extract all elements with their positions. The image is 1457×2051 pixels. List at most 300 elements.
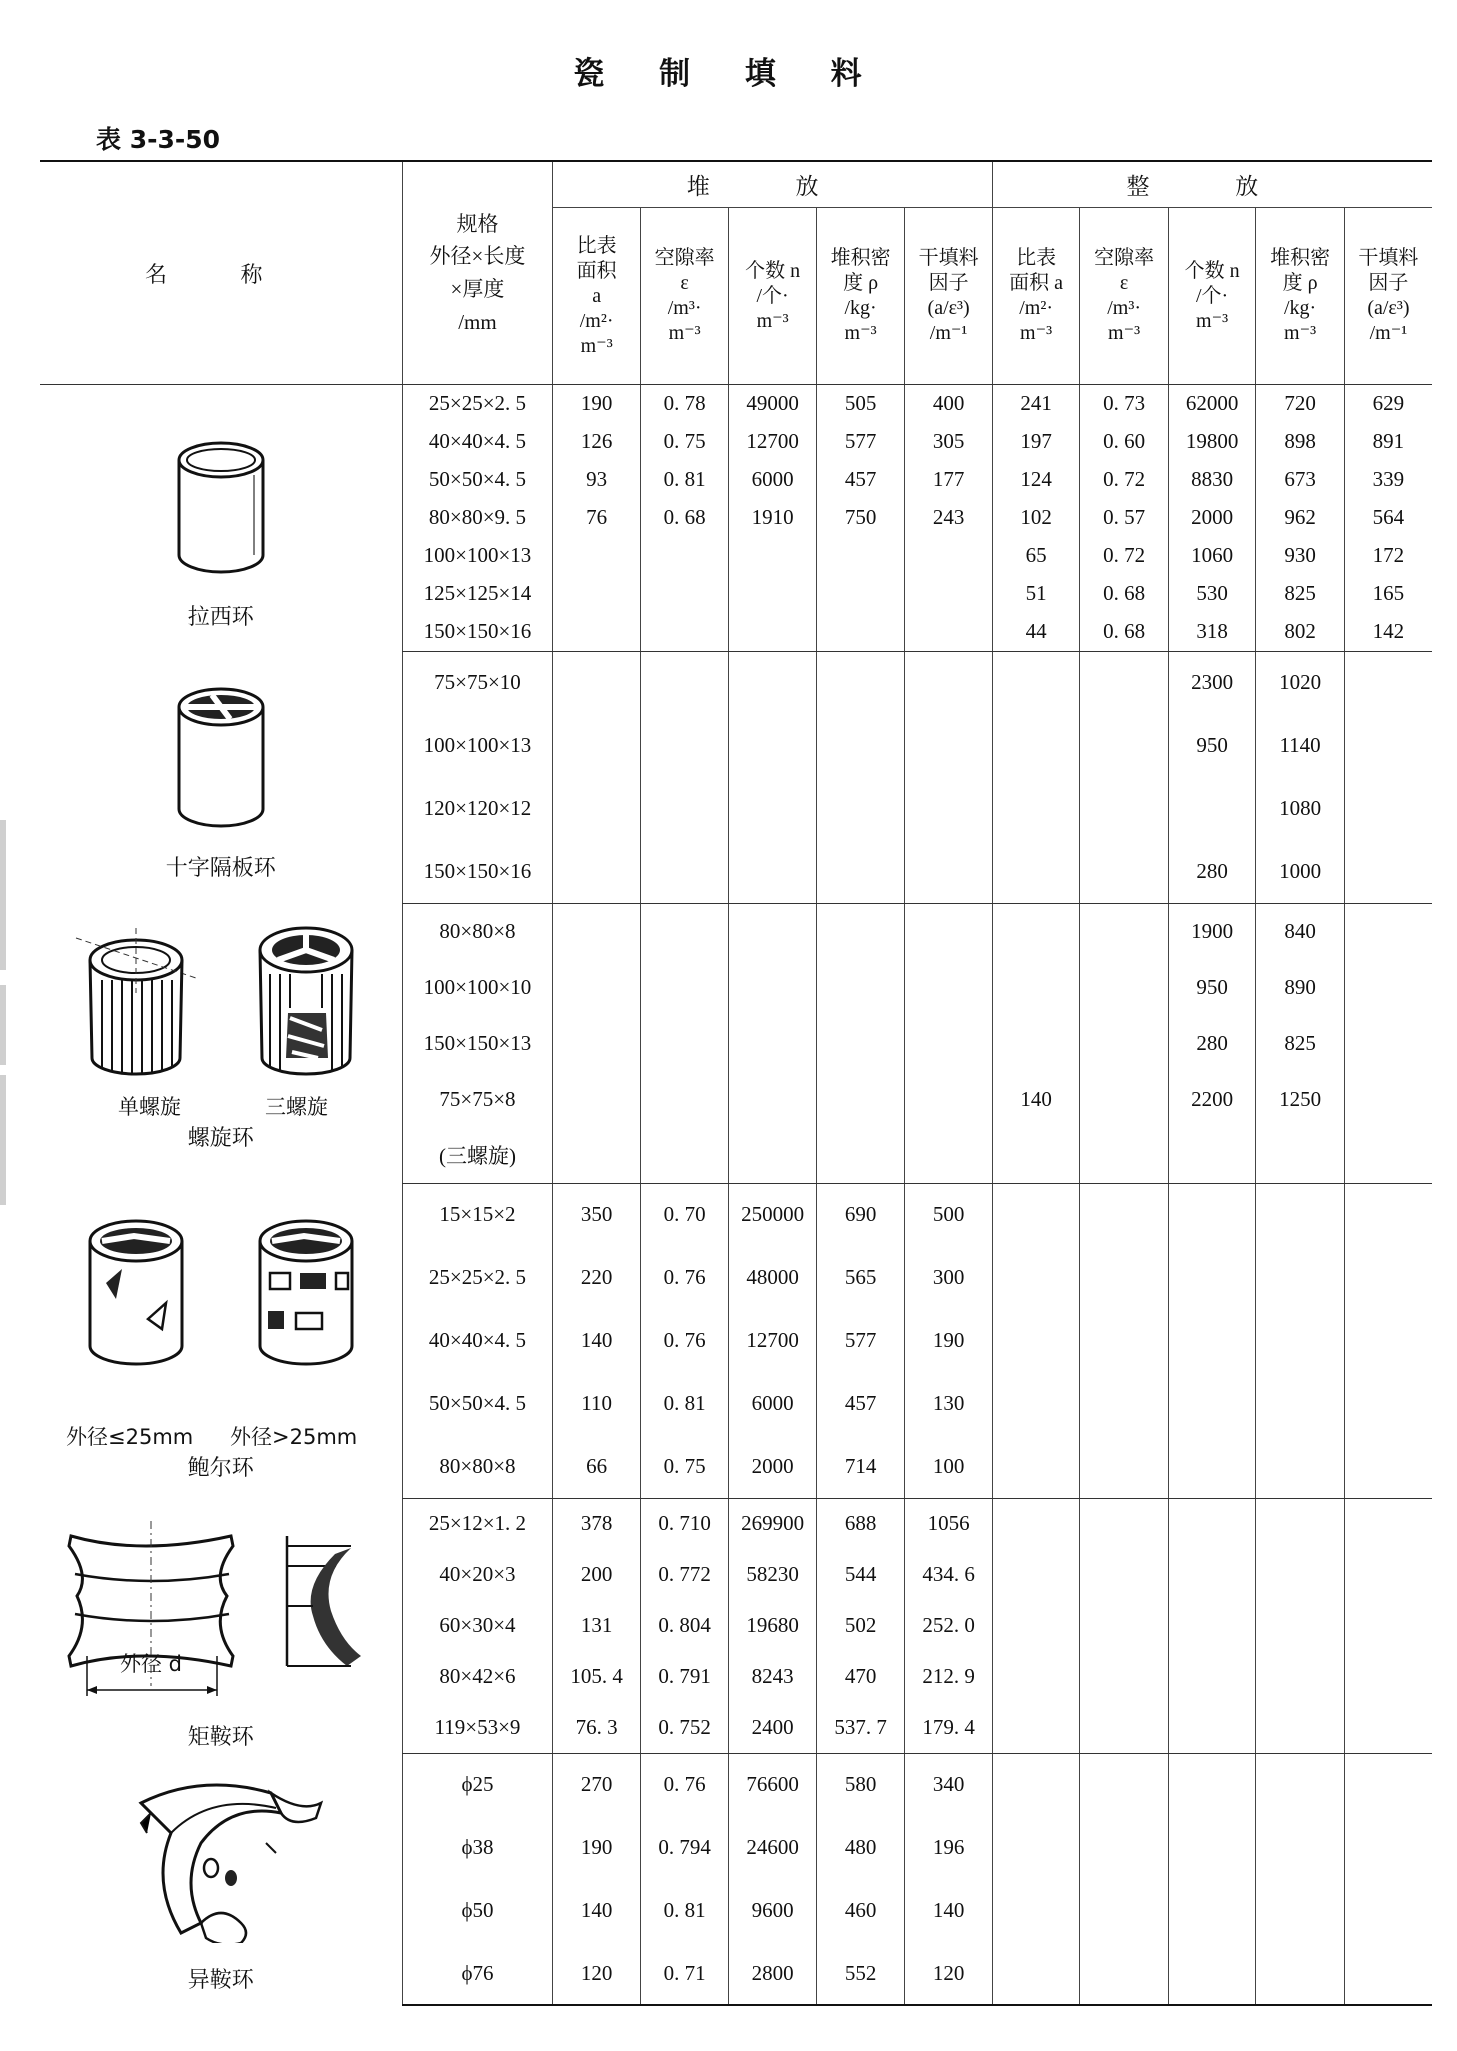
stacked-value-cell bbox=[816, 613, 905, 651]
stacked-value-cell: 750 bbox=[816, 499, 905, 537]
packing-variant-label: 三螺旋 bbox=[265, 1095, 328, 1119]
stacked-value-cell bbox=[816, 651, 905, 714]
ordered-value-cell: 0. 57 bbox=[1080, 499, 1169, 537]
page-title: 瓷 制 填 料 bbox=[573, 56, 884, 92]
packing-name-cell bbox=[40, 1183, 402, 1498]
packing-name: 鲍尔环 bbox=[187, 1456, 254, 1481]
ordered-value-cell bbox=[992, 1498, 1079, 1549]
ordered-value-cell: 673 bbox=[1256, 461, 1345, 499]
stacked-value-cell bbox=[905, 959, 993, 1015]
spec-cell: 100×100×13 bbox=[402, 714, 553, 777]
stacked-value-cell bbox=[640, 537, 729, 575]
spec-cell: 80×80×8 bbox=[402, 903, 553, 959]
ordered-value-cell: 65 bbox=[992, 537, 1079, 575]
ordered-value-cell bbox=[992, 1702, 1079, 1753]
spec-cell: 40×40×4. 5 bbox=[402, 423, 553, 461]
stacked-value-cell bbox=[816, 777, 905, 840]
ordered-value-cell: 197 bbox=[992, 423, 1079, 461]
stacked-value-cell: 0. 804 bbox=[640, 1600, 729, 1651]
stacked-value-cell bbox=[905, 613, 993, 651]
stacked-value-cell: 1910 bbox=[729, 499, 816, 537]
ordered-value-cell bbox=[1344, 1549, 1432, 1600]
ordered-value-cell: 890 bbox=[1256, 959, 1345, 1015]
ordered-value-cell: 802 bbox=[1256, 613, 1345, 651]
spec-cell: 25×12×1. 2 bbox=[402, 1498, 553, 1549]
stacked-value-cell: 190 bbox=[553, 1816, 640, 1879]
stacked-value-cell: 190 bbox=[553, 385, 640, 423]
ordered-value-cell: 825 bbox=[1256, 1015, 1345, 1071]
stacked-value-cell: 76 bbox=[553, 499, 640, 537]
ordered-value-cell: 0. 72 bbox=[1080, 537, 1169, 575]
ordered-value-cell bbox=[992, 1183, 1079, 1246]
stacked-value-cell: 0. 710 bbox=[640, 1498, 729, 1549]
stacked-value-cell: 537. 7 bbox=[816, 1702, 905, 1753]
ordered-value-cell bbox=[992, 1309, 1079, 1372]
stacked-value-cell: 120 bbox=[553, 1942, 640, 2005]
stacked-value-cell bbox=[640, 903, 729, 959]
stacked-value-cell: 212. 9 bbox=[905, 1651, 993, 1702]
ordered-value-cell bbox=[992, 1015, 1079, 1071]
stacked-value-cell: 0. 81 bbox=[640, 1372, 729, 1435]
stacked-value-cell: 0. 78 bbox=[640, 385, 729, 423]
ordered-value-cell bbox=[1344, 840, 1432, 903]
stacked-value-cell: 126 bbox=[553, 423, 640, 461]
ordered-value-cell bbox=[1080, 777, 1169, 840]
stacked-value-cell bbox=[553, 613, 640, 651]
spec-header: 规格 外径×长度 ×厚度 /mm bbox=[402, 161, 553, 385]
ordered-0-col-header: 比表 面积 a /m²· m⁻³ bbox=[992, 208, 1079, 385]
packing-illustration bbox=[40, 1211, 402, 1381]
packing-variant-label: 外径>25mm bbox=[230, 1425, 358, 1449]
stacked-value-cell bbox=[729, 1015, 816, 1071]
stacked-value-cell bbox=[729, 959, 816, 1015]
ordered-value-cell bbox=[1080, 1651, 1169, 1702]
ordered-value-cell: 1900 bbox=[1168, 903, 1255, 959]
ordered-value-cell bbox=[1080, 959, 1169, 1015]
stacked-value-cell: 0. 68 bbox=[640, 499, 729, 537]
spec-cell: 75×75×8 bbox=[402, 1071, 553, 1127]
stacked-value-cell bbox=[905, 537, 993, 575]
ordered-value-cell bbox=[1168, 1879, 1255, 1942]
ordered-value-cell bbox=[1256, 1816, 1345, 1879]
ordered-value-cell: 629 bbox=[1344, 385, 1432, 423]
stacked-value-cell: 2000 bbox=[729, 1435, 816, 1498]
stacked-value-cell: 250000 bbox=[729, 1183, 816, 1246]
stacked-value-cell: 305 bbox=[905, 423, 993, 461]
stacked-value-cell: 0. 76 bbox=[640, 1246, 729, 1309]
ordered-4-col-header: 干填料 因子 (a/ε³) /m⁻¹ bbox=[1344, 208, 1432, 385]
ordered-value-cell: 1000 bbox=[1256, 840, 1345, 903]
ordered-value-cell: 44 bbox=[992, 613, 1079, 651]
stacked-value-cell bbox=[553, 959, 640, 1015]
ordered-value-cell bbox=[992, 777, 1079, 840]
stacked-value-cell: 1056 bbox=[905, 1498, 993, 1549]
ordered-value-cell: 530 bbox=[1168, 575, 1255, 613]
stacked-value-cell: 0. 70 bbox=[640, 1183, 729, 1246]
ordered-value-cell bbox=[1080, 651, 1169, 714]
ordered-value-cell bbox=[1080, 1015, 1169, 1071]
ordered-value-cell bbox=[1256, 1309, 1345, 1372]
ordered-value-cell bbox=[1080, 1816, 1169, 1879]
stacked-value-cell bbox=[816, 1015, 905, 1071]
stacked-value-cell bbox=[553, 1071, 640, 1127]
ordered-value-cell bbox=[992, 1127, 1079, 1183]
stacked-value-cell bbox=[905, 1127, 993, 1183]
ordered-value-cell bbox=[1344, 714, 1432, 777]
stacked-value-cell: 0. 76 bbox=[640, 1753, 729, 1816]
ordered-value-cell: 950 bbox=[1168, 959, 1255, 1015]
stacked-value-cell: 0. 75 bbox=[640, 423, 729, 461]
stacked-value-cell bbox=[640, 959, 729, 1015]
stacked-value-cell: 457 bbox=[816, 461, 905, 499]
ordered-value-cell: 1140 bbox=[1256, 714, 1345, 777]
stacked-value-cell bbox=[816, 714, 905, 777]
stacked-value-cell bbox=[729, 714, 816, 777]
ordered-value-cell bbox=[1080, 1549, 1169, 1600]
stacked-value-cell: 6000 bbox=[729, 461, 816, 499]
ordered-value-cell bbox=[992, 903, 1079, 959]
ordered-value-cell bbox=[1168, 1498, 1255, 1549]
stacked-value-cell: 76. 3 bbox=[553, 1702, 640, 1753]
ordered-value-cell: 124 bbox=[992, 461, 1079, 499]
stacked-value-cell bbox=[905, 575, 993, 613]
ordered-value-cell bbox=[1344, 1435, 1432, 1498]
stacked-value-cell bbox=[905, 777, 993, 840]
stacked-value-cell: 58230 bbox=[729, 1549, 816, 1600]
ordered-value-cell bbox=[992, 1879, 1079, 1942]
stacked-value-cell: 577 bbox=[816, 1309, 905, 1372]
ordered-value-cell bbox=[1080, 714, 1169, 777]
stacked-value-cell: 24600 bbox=[729, 1816, 816, 1879]
packing-name: 螺旋环 bbox=[187, 1126, 254, 1151]
stacked-value-cell: 196 bbox=[905, 1816, 993, 1879]
stacked-value-cell: 580 bbox=[816, 1753, 905, 1816]
ordered-value-cell bbox=[1080, 1600, 1169, 1651]
ordered-value-cell bbox=[1256, 1246, 1345, 1309]
stacked-value-cell: 190 bbox=[905, 1309, 993, 1372]
ordered-value-cell: 140 bbox=[992, 1071, 1079, 1127]
dimension-label: 外径 d bbox=[120, 1652, 183, 1676]
ordered-value-cell: 0. 73 bbox=[1080, 385, 1169, 423]
stacked-value-cell: 544 bbox=[816, 1549, 905, 1600]
stacked-value-cell bbox=[729, 575, 816, 613]
ordered-value-cell bbox=[1080, 840, 1169, 903]
stacked-value-cell bbox=[640, 1071, 729, 1127]
ordered-value-cell: 564 bbox=[1344, 499, 1432, 537]
ordered-value-cell bbox=[1344, 1015, 1432, 1071]
stacked-value-cell: 8243 bbox=[729, 1651, 816, 1702]
stacked-value-cell: 140 bbox=[553, 1879, 640, 1942]
stacked-value-cell: 502 bbox=[816, 1600, 905, 1651]
ordered-value-cell bbox=[1080, 903, 1169, 959]
spec-cell: ϕ76 bbox=[402, 1942, 553, 2005]
stacked-value-cell: 12700 bbox=[729, 423, 816, 461]
packing-illustration bbox=[40, 918, 402, 1088]
ordered-value-cell bbox=[1080, 1879, 1169, 1942]
packing-variant-label: 单螺旋 bbox=[118, 1095, 181, 1119]
ordered-value-cell: 2000 bbox=[1168, 499, 1255, 537]
stacked-value-cell bbox=[905, 1015, 993, 1071]
ordered-value-cell bbox=[1344, 1702, 1432, 1753]
ordered-value-cell: 930 bbox=[1256, 537, 1345, 575]
stacked-value-cell bbox=[729, 777, 816, 840]
stacked-value-cell: 0. 76 bbox=[640, 1309, 729, 1372]
stacked-value-cell bbox=[729, 840, 816, 903]
packing-name: 拉西环 bbox=[187, 605, 254, 630]
ordered-value-cell bbox=[1344, 1942, 1432, 2005]
spec-cell: 150×150×16 bbox=[402, 840, 553, 903]
ordered-value-cell bbox=[1256, 1183, 1345, 1246]
table-row bbox=[40, 385, 1432, 423]
stacked-value-cell bbox=[640, 1015, 729, 1071]
stacked-value-cell bbox=[816, 1127, 905, 1183]
stacked-value-cell: 2400 bbox=[729, 1702, 816, 1753]
ordered-value-cell bbox=[1344, 1071, 1432, 1127]
table-row bbox=[40, 651, 1432, 714]
stacked-value-cell: 505 bbox=[816, 385, 905, 423]
stacked-value-cell bbox=[640, 651, 729, 714]
stacked-value-cell bbox=[816, 537, 905, 575]
spec-cell: 80×80×9. 5 bbox=[402, 499, 553, 537]
stacked-value-cell: 6000 bbox=[729, 1372, 816, 1435]
stacked-value-cell: 0. 75 bbox=[640, 1435, 729, 1498]
packing-illustration bbox=[40, 679, 402, 839]
ordered-value-cell bbox=[1168, 1183, 1255, 1246]
ordered-value-cell bbox=[992, 840, 1079, 903]
stacked-value-cell: 270 bbox=[553, 1753, 640, 1816]
ordered-value-cell bbox=[1344, 1651, 1432, 1702]
table-row bbox=[40, 1183, 1432, 1246]
ordered-value-cell bbox=[1344, 1498, 1432, 1549]
ordered-value-cell bbox=[992, 1816, 1079, 1879]
stacked-value-cell: 220 bbox=[553, 1246, 640, 1309]
ordered-value-cell bbox=[992, 1753, 1079, 1816]
ordered-value-cell bbox=[1080, 1942, 1169, 2005]
stacked-value-cell: 0. 772 bbox=[640, 1549, 729, 1600]
stacked-value-cell: 688 bbox=[816, 1498, 905, 1549]
stacked-value-cell: 2800 bbox=[729, 1942, 816, 2005]
ordered-value-cell: 825 bbox=[1256, 575, 1345, 613]
packing-name: 异鞍环 bbox=[187, 1968, 254, 1993]
stacked-value-cell: 460 bbox=[816, 1879, 905, 1942]
stacked-value-cell bbox=[729, 1071, 816, 1127]
name-header: 名 称 bbox=[40, 161, 402, 385]
ordered-value-cell: 962 bbox=[1256, 499, 1345, 537]
ordered-value-cell bbox=[1256, 1753, 1345, 1816]
ordered-value-cell bbox=[1168, 1549, 1255, 1600]
ordered-value-cell bbox=[1168, 1702, 1255, 1753]
ordered-value-cell bbox=[992, 1435, 1079, 1498]
ordered-value-cell: 2300 bbox=[1168, 651, 1255, 714]
ordered-value-cell bbox=[1344, 959, 1432, 1015]
ordered-3-col-header: 堆积密 度 ρ /kg· m⁻³ bbox=[1256, 208, 1345, 385]
stacked-value-cell: 378 bbox=[553, 1498, 640, 1549]
ordered-value-cell: 0. 72 bbox=[1080, 461, 1169, 499]
spec-cell: 150×150×13 bbox=[402, 1015, 553, 1071]
ordered-value-cell: 898 bbox=[1256, 423, 1345, 461]
ordered-value-cell bbox=[1256, 1600, 1345, 1651]
stacked-value-cell: 434. 6 bbox=[905, 1549, 993, 1600]
table-row bbox=[40, 1753, 1432, 1816]
ordered-value-cell: 0. 68 bbox=[1080, 613, 1169, 651]
ordered-value-cell bbox=[1080, 1246, 1169, 1309]
ordered-value-cell bbox=[1344, 1127, 1432, 1183]
ordered-value-cell bbox=[1344, 1372, 1432, 1435]
spec-cell: ϕ25 bbox=[402, 1753, 553, 1816]
spec-cell: 40×20×3 bbox=[402, 1549, 553, 1600]
stacked-value-cell bbox=[816, 575, 905, 613]
stacked-value-cell: 120 bbox=[905, 1942, 993, 2005]
stacked-value-cell bbox=[553, 1127, 640, 1183]
stacked-value-cell bbox=[905, 651, 993, 714]
ordered-value-cell bbox=[1256, 1651, 1345, 1702]
ordered-value-cell bbox=[1168, 1127, 1255, 1183]
ordered-value-cell bbox=[1256, 1498, 1345, 1549]
ordered-value-cell bbox=[1256, 1702, 1345, 1753]
ordered-value-cell bbox=[1344, 1753, 1432, 1816]
ordered-value-cell bbox=[992, 1942, 1079, 2005]
stacked-value-cell: 0. 81 bbox=[640, 1879, 729, 1942]
stacked-2-col-header: 个数 n /个· m⁻³ bbox=[729, 208, 816, 385]
spec-cell: 60×30×4 bbox=[402, 1600, 553, 1651]
ordered-value-cell bbox=[992, 1372, 1079, 1435]
ordered-value-cell bbox=[1256, 1942, 1345, 2005]
binder-mark bbox=[0, 985, 6, 1065]
ordered-value-cell bbox=[992, 959, 1079, 1015]
ordered-value-cell: 280 bbox=[1168, 840, 1255, 903]
stacked-value-cell: 0. 794 bbox=[640, 1816, 729, 1879]
ordered-value-cell bbox=[1344, 1816, 1432, 1879]
ordered-value-cell bbox=[992, 1246, 1079, 1309]
stacked-value-cell bbox=[905, 840, 993, 903]
stacked-value-cell: 480 bbox=[816, 1816, 905, 1879]
spec-cell: 100×100×10 bbox=[402, 959, 553, 1015]
spec-cell: 15×15×2 bbox=[402, 1183, 553, 1246]
spec-cell: ϕ50 bbox=[402, 1879, 553, 1942]
spec-cell: 150×150×16 bbox=[402, 613, 553, 651]
ordered-value-cell: 1020 bbox=[1256, 651, 1345, 714]
spec-cell: 119×53×9 bbox=[402, 1702, 553, 1753]
stacked-3-col-header: 堆积密 度 ρ /kg· m⁻³ bbox=[816, 208, 905, 385]
ordered-value-cell: 1060 bbox=[1168, 537, 1255, 575]
stacked-value-cell bbox=[553, 651, 640, 714]
ordered-value-cell: 8830 bbox=[1168, 461, 1255, 499]
stacked-0-col-header: 比表 面积 a /m²· m⁻³ bbox=[553, 208, 640, 385]
stacked-value-cell: 105. 4 bbox=[553, 1651, 640, 1702]
table-label: 表 3-3-50 bbox=[96, 125, 221, 154]
stacked-value-cell: 200 bbox=[553, 1549, 640, 1600]
stacked-value-cell: 19680 bbox=[729, 1600, 816, 1651]
spec-cell: 120×120×12 bbox=[402, 777, 553, 840]
ordered-value-cell bbox=[992, 651, 1079, 714]
stacked-value-cell bbox=[640, 575, 729, 613]
packing-name-cell bbox=[40, 1498, 402, 1753]
ordered-value-cell: 0. 68 bbox=[1080, 575, 1169, 613]
packing-illustration bbox=[40, 430, 402, 580]
ordered-value-cell bbox=[1256, 1127, 1345, 1183]
ordered-value-cell: 0. 60 bbox=[1080, 423, 1169, 461]
stacked-value-cell: 12700 bbox=[729, 1309, 816, 1372]
ordered-value-cell: 891 bbox=[1344, 423, 1432, 461]
stacked-value-cell bbox=[640, 714, 729, 777]
spec-cell: 25×25×2. 5 bbox=[402, 385, 553, 423]
spec-cell: 75×75×10 bbox=[402, 651, 553, 714]
ordered-value-cell: 51 bbox=[992, 575, 1079, 613]
stacked-value-cell: 714 bbox=[816, 1435, 905, 1498]
ordered-value-cell bbox=[992, 714, 1079, 777]
stacked-value-cell bbox=[553, 575, 640, 613]
ordered-value-cell bbox=[1256, 1549, 1345, 1600]
ordered-value-cell bbox=[1080, 1071, 1169, 1127]
stacked-value-cell bbox=[553, 1015, 640, 1071]
stacked-value-cell: 93 bbox=[553, 461, 640, 499]
stacked-value-cell: 131 bbox=[553, 1600, 640, 1651]
stacked-value-cell: 49000 bbox=[729, 385, 816, 423]
stacked-value-cell: 0. 791 bbox=[640, 1651, 729, 1702]
stacked-value-cell: 110 bbox=[553, 1372, 640, 1435]
stacked-value-cell bbox=[553, 777, 640, 840]
ordered-value-cell bbox=[992, 1651, 1079, 1702]
ordered-value-cell bbox=[1344, 1600, 1432, 1651]
packing-name-cell bbox=[40, 903, 402, 1183]
packing-variant-label: 外径≤25mm bbox=[66, 1425, 194, 1449]
stacked-value-cell: 48000 bbox=[729, 1246, 816, 1309]
ordered-value-cell bbox=[1080, 1753, 1169, 1816]
binder-mark bbox=[0, 1075, 6, 1205]
ordered-value-cell: 280 bbox=[1168, 1015, 1255, 1071]
packing-illustration bbox=[40, 1773, 402, 1943]
stacked-value-cell: 76600 bbox=[729, 1753, 816, 1816]
stacked-value-cell: 500 bbox=[905, 1183, 993, 1246]
spec-cell: (三螺旋) bbox=[402, 1127, 553, 1183]
stacked-value-cell bbox=[816, 903, 905, 959]
stacked-value-cell: 577 bbox=[816, 423, 905, 461]
spec-cell: 25×25×2. 5 bbox=[402, 1246, 553, 1309]
ordered-value-cell: 19800 bbox=[1168, 423, 1255, 461]
stacked-value-cell bbox=[553, 840, 640, 903]
ordered-value-cell: 1080 bbox=[1256, 777, 1345, 840]
group-header-stacked: 堆 放 bbox=[553, 161, 992, 208]
ordered-value-cell bbox=[1344, 651, 1432, 714]
ordered-value-cell bbox=[1344, 903, 1432, 959]
spec-cell: 125×125×14 bbox=[402, 575, 553, 613]
stacked-value-cell: 179. 4 bbox=[905, 1702, 993, 1753]
spec-cell: ϕ38 bbox=[402, 1816, 553, 1879]
ordered-1-col-header: 空隙率 ε /m³· m⁻³ bbox=[1080, 208, 1169, 385]
stacked-value-cell: 130 bbox=[905, 1372, 993, 1435]
stacked-4-col-header: 干填料 因子 (a/ε³) /m⁻¹ bbox=[905, 208, 993, 385]
stacked-value-cell: 690 bbox=[816, 1183, 905, 1246]
ordered-value-cell bbox=[1344, 777, 1432, 840]
ordered-value-cell bbox=[1256, 1372, 1345, 1435]
stacked-value-cell: 0. 81 bbox=[640, 461, 729, 499]
stacked-value-cell: 470 bbox=[816, 1651, 905, 1702]
ordered-value-cell: 241 bbox=[992, 385, 1079, 423]
ordered-value-cell bbox=[1080, 1498, 1169, 1549]
ordered-value-cell: 142 bbox=[1344, 613, 1432, 651]
ordered-value-cell bbox=[1168, 1816, 1255, 1879]
stacked-value-cell bbox=[640, 613, 729, 651]
stacked-1-col-header: 空隙率 ε /m³· m⁻³ bbox=[640, 208, 729, 385]
ordered-value-cell: 172 bbox=[1344, 537, 1432, 575]
ordered-value-cell bbox=[1168, 1309, 1255, 1372]
group-header-ordered: 整 放 bbox=[992, 161, 1432, 208]
packing-name: 矩鞍环 bbox=[187, 1725, 254, 1750]
ordered-value-cell: 2200 bbox=[1168, 1071, 1255, 1127]
stacked-value-cell: 0. 71 bbox=[640, 1942, 729, 2005]
stacked-value-cell: 565 bbox=[816, 1246, 905, 1309]
spec-cell: 50×50×4. 5 bbox=[402, 1372, 553, 1435]
